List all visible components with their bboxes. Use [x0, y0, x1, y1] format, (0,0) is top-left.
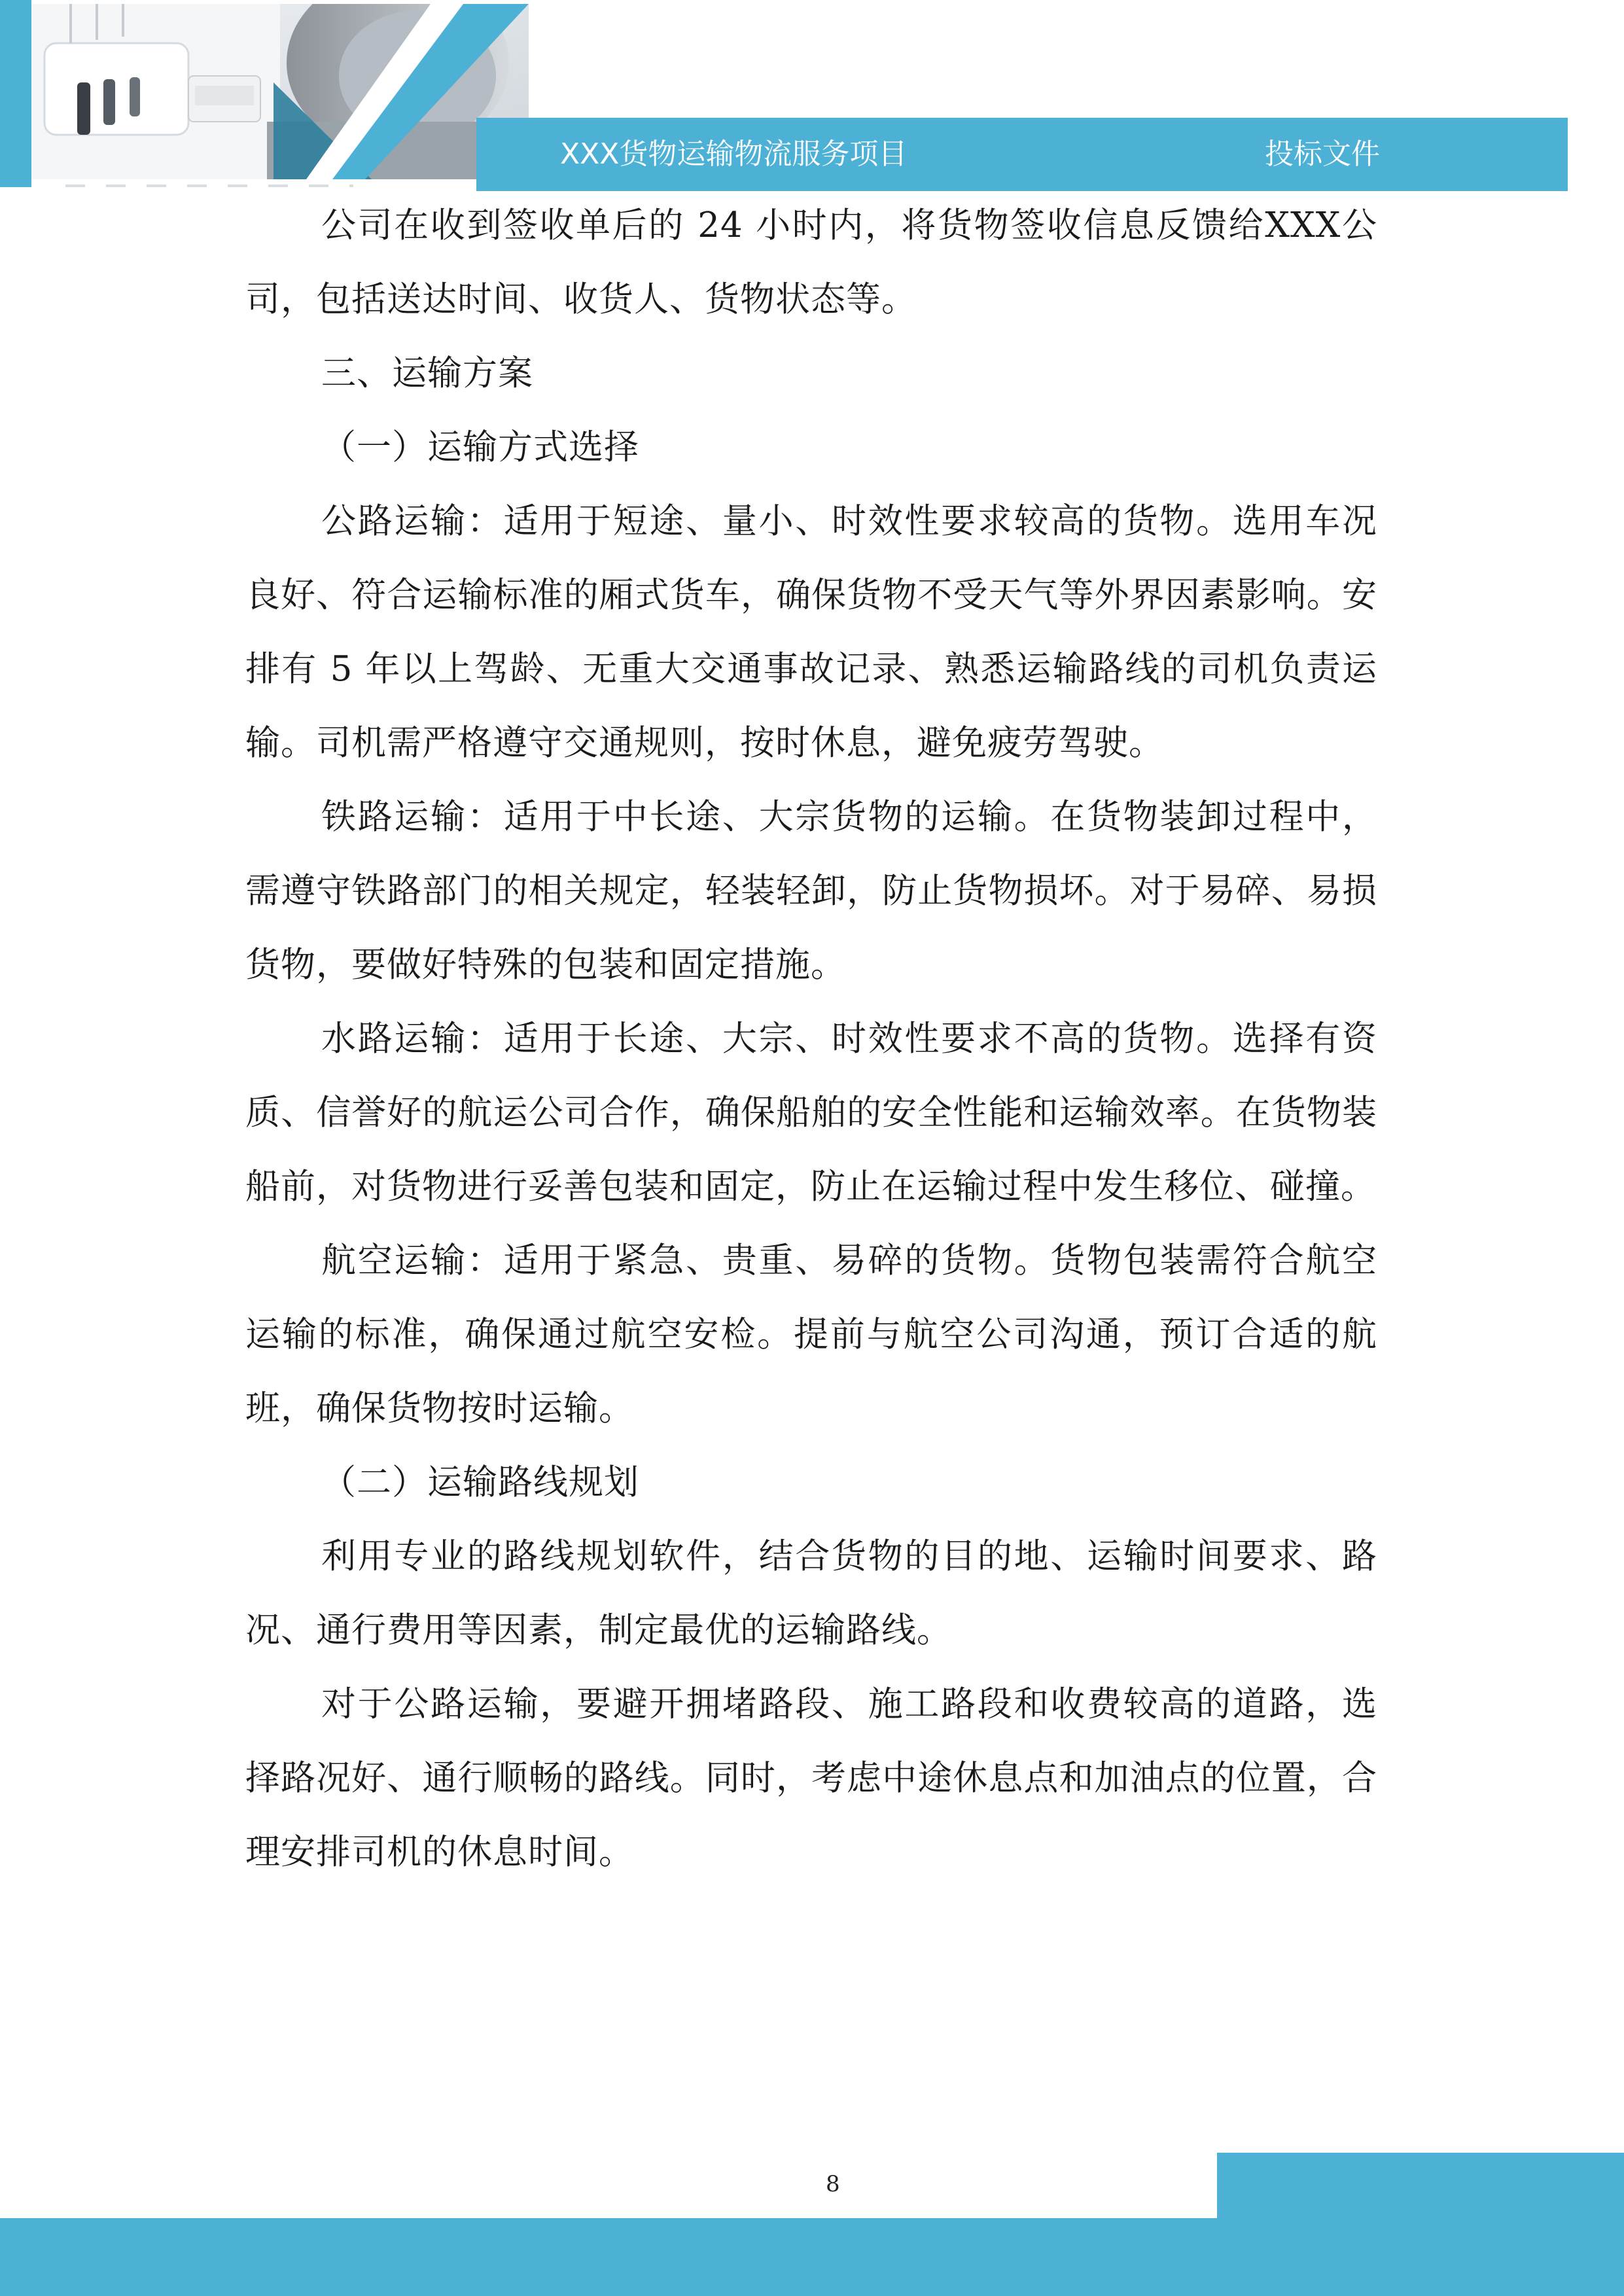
- footer-bar: [0, 2218, 1624, 2296]
- header-banner: [476, 118, 1568, 191]
- header-dashed-divider: [65, 185, 353, 187]
- paragraph-route-software: 利用专业的路线规划软件，结合货物的目的地、运输时间要求、路况、通行费用等因素，制定最优的运输路线。: [245, 1536, 1377, 1650]
- paragraph-road-route: 对于公路运输，要避开拥堵路段、施工路段和收费较高的道路，选择路况好、通行顺畅的路线。同时，考虑中途休息点和加油点的位置，合理安排司机的休息时间。: [245, 1684, 1377, 1872]
- paragraph-rail-transport: 铁路运输：适用于中长途、大宗货物的运输。在货物装卸过程中，需遵守铁路部门的相关规定，轻装轻卸，防止货物损坏。对于易碎、易损货物，要做好特殊的包装和固定措施。: [245, 797, 1377, 985]
- document-type-label: 投标文件: [1265, 137, 1380, 171]
- subsection-heading-route-planning: （二）运输路线规划: [321, 1462, 639, 1502]
- page-number: 8: [826, 2171, 840, 2197]
- paragraph-water-transport: 水路运输：适用于长途、大宗、时效性要求不高的货物。选择有资质、信誉好的航运公司合作，确保船舶的安全性能和运输效率。在货物装船前，对货物进行妥善包装和固定，防止在运输过程中发生移位、碰撞。: [245, 1019, 1377, 1207]
- footer-accent-block: [1217, 2153, 1624, 2218]
- section-heading-transport-plan: 三、运输方案: [321, 353, 533, 393]
- paragraph-air-transport: 航空运输：适用于紧急、贵重、易碎的货物。货物包装需符合航空运输的标准，确保通过航空安检。提前与航空公司沟通，预订合适的航班，确保货物按时运输。: [245, 1241, 1377, 1428]
- header-dental-photo: [31, 4, 529, 179]
- paragraph-feedback: 公司在收到签收单后的 24 小时内，将货物签收信息反馈给XXX公司，包括送达时间、收货人、货物状态等。: [245, 205, 1377, 319]
- header-left-accent-bar: [0, 0, 31, 187]
- paragraph-road-transport: 公路运输：适用于短途、量小、时效性要求较高的货物。选用车况良好、符合运输标准的厢式货车，确保货物不受天气等外界因素影响。安排有 5 年以上驾龄、无重大交通事故记录、熟悉运输路线的司机负责运输。司机需严格遵守交通规则，按时休息，避免疲劳驾驶。: [245, 501, 1377, 763]
- subsection-heading-transport-mode: （一）运输方式选择: [321, 427, 639, 467]
- project-title: XXX货物运输物流服务项目: [560, 137, 908, 171]
- document-body: [245, 188, 1377, 1889]
